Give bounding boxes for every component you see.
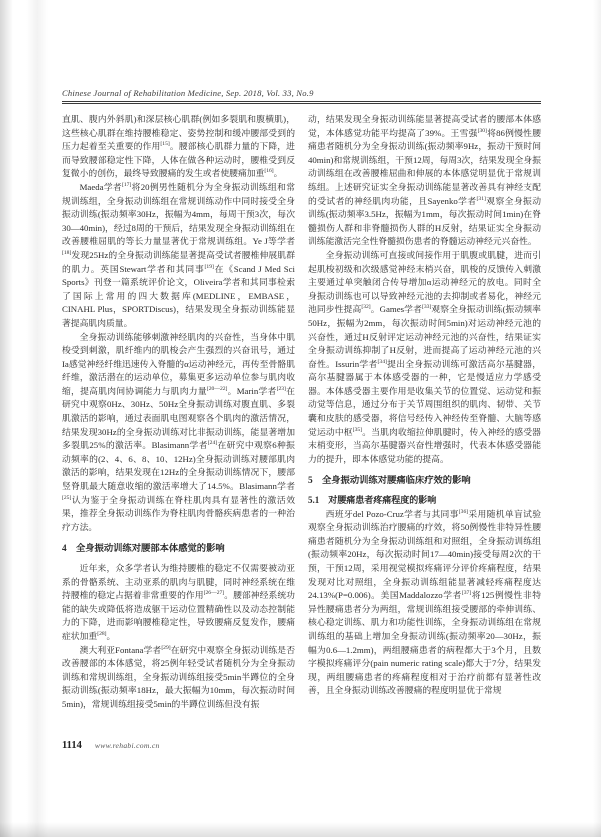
- right-column: [308, 113, 541, 758]
- paragraph: 全身振动训练可直接或间接作用于肌腹或肌腱，进而引起肌梭初级和次级感觉神经末梢兴奋，肌梭的反馈传入刺激主要通过单突触闭合传导增加α运动神经元的放电。同时全身振动训练也可以导致神经元池的去抑制或者易化，神经元池同步性提高[32]。Games学者[33]观察全身振动训练(振动频率50Hz，振幅为2mm，每次振动时间5min)对运动神经元池的兴奋性，通过H反射评定运动神经元池的兴奋性，结果证实全身振动训练抑制了H反射，进而提高了运动神经元池的兴奋性。Issurin学者[34]提出全身振动训练可激活高尔基腱器，高尔基腱器属于本体感受器的一种，它是慢适应力学感受器。本体感受器主要作用是收集关节的位置觉、运动觉和振动觉等信息，通过分布于关节周围组织的肌肉、韧带、关节囊和皮肤的感受器，将信号经传入神经传至脊髓、大脑等感觉运动中枢[35]。当肌肉收缩拉伸肌腱时，传入神经的感受器末梢变形，当高尔基腱器兴奋性增强时，代表本体感受器能力的提升，即本体感觉功能的提高。: [308, 249, 541, 464]
- paragraph: 西班牙del Pozo-Cruz学者与其同事[36]采用随机单盲试验观察全身振动训练治疗腰痛的疗效，将50例慢性非特异性腰痛患者随机分为全身振动训练组和对照组，全身振动训练组(振动频率20Hz，每次振动时间17—40min)接受每周2次的干预，干预12周，采用视觉模拟疼痛评分评价疼痛程度，结果发现对比对照组，全身振动训练组能显著减轻疼痛程度达24.13%(P=0.006)。美国Maddalozzo学者[37]将125例慢性非特异性腰痛患者分为两组，常规训练组接受腰部的牵伸训练、核心稳定训练、肌力和功能性训练，全身振动训练组在常规训练组的基础上增加全身振动训练(振动频率20—30Hz，振幅为0.6—1.2mm)，两组腰痛患者的病程都大于3个月，且数字模拟疼痛评分(pain numeric rating scale)都大于7分，结果发现，两组腰痛患者的疼痛程度相对于治疗前都有显著性改善，且全身振动训练改善腰痛的程度明显优于常规: [308, 508, 541, 696]
- journal-header: Chinese Journal of Rehabilitation Medicine, Sep. 2018, Vol. 33, No.9: [62, 88, 314, 98]
- paragraph: 动，结果发现全身振动训练能显著提高受试者的腰部本体感觉，本体感觉功能平均提高了39%。王雪强[30]将86例慢性腰痛患者随机分为全身振动训练(振动频率9Hz，振动干预时间40min)和常规训练组，干预12周，每周3次，结果发现全身振动训练组在改善腰椎屈曲和伸展的本体感觉明显优于常规训练组。上述研究证实全身振动训练能显著改善具有神经支配的受试者的神经肌肉功能，且Sayenko学者[31]观察全身振动训练(振动频率3.5Hz，振幅为1mm，每次振动时间1min)在脊髓损伤人群和非脊髓损伤人群的H反射，结果证实全身振动训练能激活完全性脊髓损伤患者的脊髓运动神经元兴奋性。: [308, 114, 541, 247]
- left-column: [62, 113, 295, 758]
- header-rule: [62, 101, 541, 104]
- page-footer: [62, 740, 160, 751]
- website: www.rehabi.com.cn: [94, 741, 160, 750]
- scan-shadow-right: [593, 0, 601, 837]
- page-number: 1114: [62, 740, 82, 751]
- paragraph: 澳大利亚Fontana学者[29]在研究中观察全身振动训练是否改善腰部的本体感觉，将25例年轻受试者随机分为全身振动训练和常规训练组，全身振动训练组接受5min半蹲位的全身振动训练(振动频率18Hz，最大振幅为10mm，每次振动时间5min)，常规训练组接受5min的半蹲位训练但没有振: [62, 644, 295, 709]
- subsection-heading: 5.1 对腰痛患者疼痛程度的影响: [308, 495, 437, 506]
- paragraph: 近年来，众多学者认为维持腰椎的稳定不仅需要被动亚系的骨骼系统、主动亚系的肌肉与肌腱，同时神经系统在维持腰椎的稳定占据着非常重要的作用[26—27]。腰部神经系统功能的缺失或降低将造成躯干运动位置精确性以及动态控制能力的下降，进而影响腰椎稳定性，导致腰痛反复发作，腰痛症状加重[28]。: [62, 563, 295, 641]
- two-column-body: [62, 113, 541, 758]
- scan-shadow-bottom: [0, 822, 601, 837]
- page-content: [62, 88, 541, 758]
- scan-crease: [26, 0, 48, 837]
- section-heading: 5 全身振动训练对腰痛临床疗效的影响: [308, 476, 471, 487]
- section-heading: 4 全身振动训练对腰部本体感觉的影响: [62, 544, 225, 555]
- scan-shadow-left: [0, 0, 13, 837]
- paragraph: Maeda学者[17]将20例男性随机分为全身振动训练组和常规训练组，全身振动训练组在常规训练动作中同时接受全身振动训练(振动频率30Hz，振幅为4mm，每周干预3次，每次30—40min)，经过8周的干预后，结果发现全身振动训练组在改善腰椎屈肌的等长力量显著优于常规训练组。Ye J等学者[18]发现25Hz的全身振动训练能显著提高受试者腰椎伸展肌群的肌力。英国Stewart学者和其同事[19]在《Scand J Med Sci Sports》刊登一篇系统评价论文，Oliveira学者和其同事检索了国际上常用的四大数据库(MEDLINE，EMBASE，CINAHL Plus，SPORTDiscus)，结果发现全身振动训练能显著提高肌肉质量。: [62, 181, 295, 328]
- paragraph: 直肌、腹内外斜肌)和深层核心肌群(例如多裂肌和腹横肌)，这些核心肌群在维持腰椎稳定、姿势控制和缓冲腰部受到的压力起着至关重要的作用[15]。腰部核心肌群力量的下降，进而导致腰部稳定性下降，人体在做各种运动时，腰椎受到反复微小的创伤，最终导致腰痛的发生或者使腰痛加重[16]。: [62, 114, 295, 179]
- paragraph: 全身振动训练能够刺激神经肌肉的兴奋性，当身体中肌梭受到刺激，肌纤维内的肌梭会产生强烈的兴奋讯号，通过Ia感觉神经纤维迅速传入脊髓的α运动神经元，再传至骨骼肌纤维，激活潜在的运动单位，募集更多运动单位参与肌肉收缩，提高肌肉间协调能力与肌肉力量[20—22]。Marin学者[23]在研究中观察0Hz、30Hz、50Hz全身振动训练对腹直肌、多裂肌激活的影响，通过表面肌电图观察各个肌肉的激活情况，结果发现30Hz的全身振动训练对比非振动训练，能显著增加多裂肌25%的激活率。Blasimann学者[24]在研究中观察6种振动频率的(2、4、6、8、10、12Hz)全身振动训练对腰部肌肉激活的影响，结果发现在12Hz的全身振动训练情况下，腰部竖脊肌最大随意收缩的激活率增大了14.5%。Blasimann学者[25]认为鉴于全身振动训练在脊柱肌肉具有显著性的激活效果，推荐全身振动训练作为脊柱肌肉骨骼疾病患者的一种治疗方法。: [62, 331, 295, 532]
